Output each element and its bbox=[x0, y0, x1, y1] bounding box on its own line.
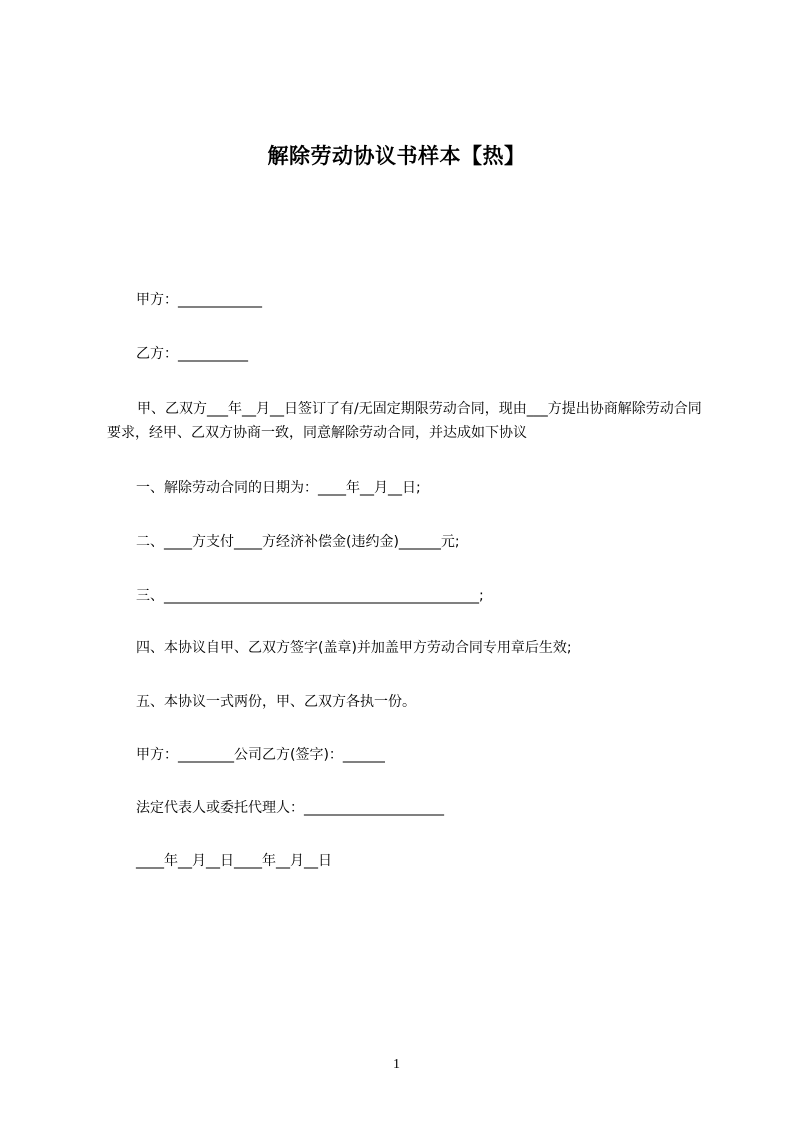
page-number: 1 bbox=[393, 1057, 400, 1072]
document-title: 解除劳动协议书样本【热】 bbox=[267, 144, 526, 168]
clause-5: 五、本协议一式两份，甲、乙双方各执一份。 bbox=[136, 694, 416, 710]
clause-1: 一、解除劳动合同的日期为：____年__月__日; bbox=[136, 480, 421, 496]
party-a-line: 甲方：____________ bbox=[136, 292, 262, 308]
clause-2: 二、____方支付____方经济补偿金(违约金)______元; bbox=[136, 534, 460, 550]
intro-paragraph: 甲、乙双方___年__月__日签订了有/无固定期限劳动合同，现由___方提出协商解除劳动合同要求，经甲、乙双方协商一致，同意解除劳动合同，并达成如下协议 bbox=[107, 401, 702, 441]
representative-line: 法定代表人或委托代理人：____________________ bbox=[136, 800, 444, 816]
party-b-line: 乙方：__________ bbox=[136, 346, 248, 362]
date-line: ____年__月__日____年__月__日 bbox=[136, 853, 332, 869]
signature-line: 甲方：________公司乙方(签字)：______ bbox=[136, 747, 385, 763]
clause-3: 三、_____________________________________________; bbox=[136, 588, 484, 604]
clause-4: 四、本协议自甲、乙双方签字(盖章)并加盖甲方劳动合同专用章后生效; bbox=[136, 640, 572, 656]
